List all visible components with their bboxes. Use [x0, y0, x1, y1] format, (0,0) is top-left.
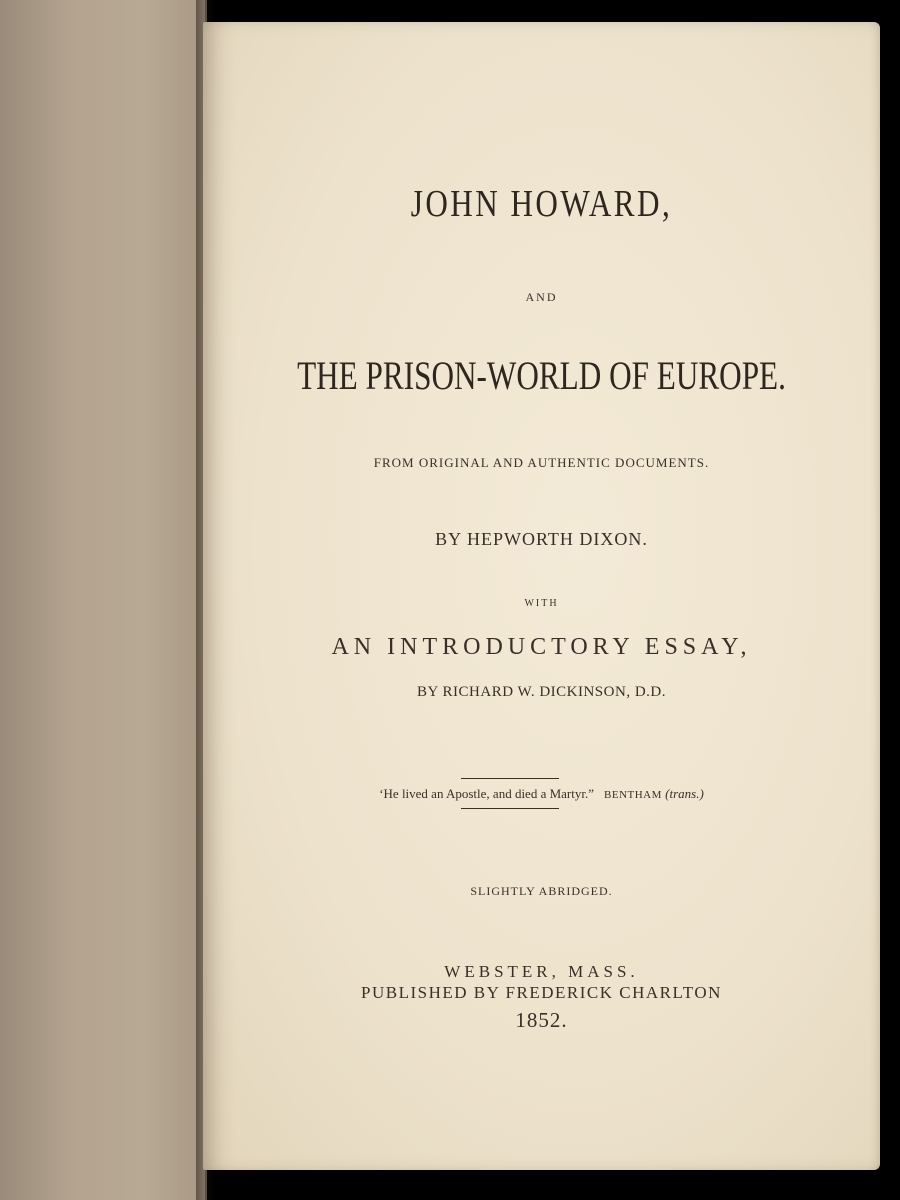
title-page: [203, 22, 880, 1170]
sources-note: FROM ORIGINAL AND AUTHENTIC DOCUMENTS.: [373, 455, 710, 470]
book-subtitle: THE PRISON-WORLD OF EUROPE.: [297, 353, 786, 398]
quote-rule-top: [461, 778, 559, 779]
imprint-year: 1852.: [515, 1008, 568, 1032]
imprint-place: WEBSTER, MASS.: [444, 962, 639, 981]
quote-rule-bottom: [461, 808, 559, 809]
epigraph-text: ‘He lived an Apostle, and died a Martyr.”: [379, 786, 595, 801]
epigraph-source: BENTHAM: [604, 789, 662, 801]
left-cover-board: [0, 0, 207, 1200]
epigraph: [203, 786, 880, 802]
essay-title: AN INTRODUCTORY ESSAY,: [331, 634, 752, 660]
title-conjunction: AND: [525, 290, 558, 304]
edition-note: SLIGHTLY ABRIDGED.: [470, 884, 613, 898]
author-line: BY HEPWORTH DIXON.: [435, 529, 648, 549]
imprint-publisher: PUBLISHED BY FREDERICK CHARLTON: [361, 983, 722, 1002]
epigraph-source-note: (trans.): [665, 786, 704, 801]
essay-author-line: BY RICHARD W. DICKINSON, D.D.: [417, 684, 666, 700]
with-label: WITH: [524, 598, 559, 609]
title-page-text: [203, 22, 880, 1170]
book-title: JOHN HOWARD,: [410, 183, 673, 225]
